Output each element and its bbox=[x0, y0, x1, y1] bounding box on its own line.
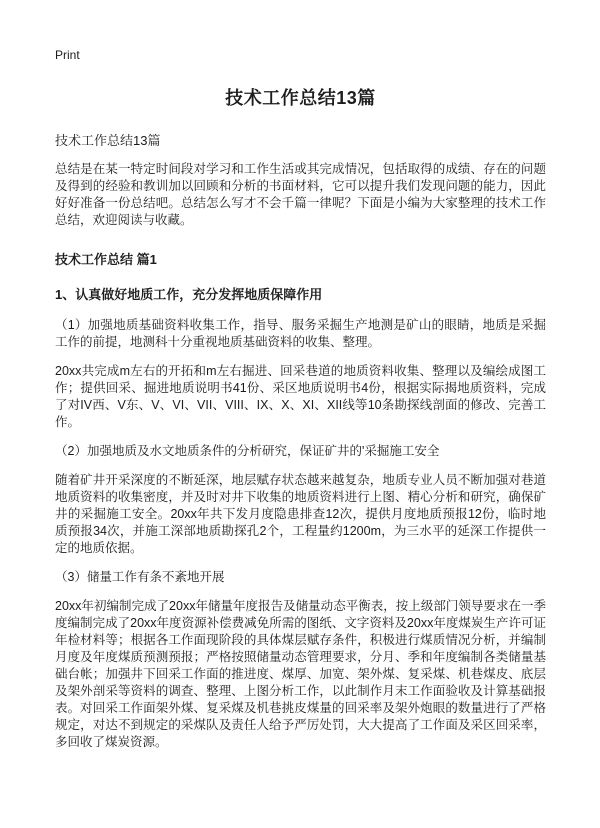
body-paragraph: （1）加强地质基础资料收集工作，指导、服务采掘生产地测是矿山的眼睛，地质是采掘工作的前提，地测科十分重视地质基础资料的收集、整理。 bbox=[55, 318, 546, 349]
page-title: 技术工作总结13篇 bbox=[225, 88, 376, 108]
body-paragraph: 随着矿井开采深度的不断延深，地层赋存状态越来越复杂，地质专业人员不断加强对巷道地质资料的收集密度，并及时对井下收集的地质资料进行上图、精心分析和研究，确保矿井的采掘施工安全。20xx年共下发月度隐患排查12次，提供月度地质预报12份，临时地质预报34次，并施工深部地质勘探孔2个，工程量约1200m，为三水平的延深工作提供一定的地质依据。 bbox=[55, 473, 546, 555]
body-paragraph: 20xx共完成m左右的开拓和m左右掘进、回采巷道的地质资料收集、整理以及编绘成图工作；提供回采、掘进地质说明书41份、采区地质说明书4份，根据实际揭地质资料，完成了对IV西、V东、V、VI、VII、VIII、IX、X、XI、XII线等10条勘探线剖面的修改、完善工作。 bbox=[55, 364, 546, 429]
print-link[interactable]: Print bbox=[55, 48, 80, 62]
body-paragraph: 20xx年初编制完成了20xx年储量年度报告及储量动态平衡表，按上级部门领导要求在一季度编制完成了20xx年度资源补偿费减免所需的图纸、文字资料及20xx年度煤炭生产许可证年检材料等；根据各工作面现阶段的具体煤层赋存条件，积极进行煤质情况分析，并编制月度及年度煤质预测预报；严格按照储量动态管理要求，分月、季和年度编制各类储量基础台帐；加强井下回采工作面的推进度、煤厚、加宽、架外煤、复采煤、机巷煤皮、底层及架外剖采等资料的调查、整理、上图分析工作，以此制作月末工作面验收及计算基础报表。对回采工作面架外煤、复采煤及机巷挑皮煤量的回采率及架外炮眼的数量进行了严格规定，对达不到规定的采煤队及责任人给予严厉处罚，大大提高了工作面及采区回采率，多回收了煤炭资源。 bbox=[55, 599, 546, 749]
body-paragraph: （3）储量工作有条不紊地开展 bbox=[55, 570, 225, 584]
section-subheading: 1、认真做好地质工作，充分发挥地质保障作用 bbox=[55, 287, 323, 302]
section-heading: 技术工作总结 篇1 bbox=[55, 252, 157, 267]
intro-paragraph: 总结是在某一特定时间段对学习和工作生活或其完成情况，包括取得的成绩、存在的问题及得到的经验和教训加以回顾和分析的书面材料，它可以提升我们发现问题的能力，因此好好准备一份总结吧。总结怎么写才不会千篇一律呢？下面是小编为大家整理的技术工作总结，欢迎阅读与收藏。 bbox=[55, 162, 546, 227]
document-subtitle: 技术工作总结13篇 bbox=[55, 133, 161, 148]
body-paragraph: （2）加强地质及水文地质条件的分析研究，保证矿井的'采掘施工安全 bbox=[55, 444, 440, 458]
